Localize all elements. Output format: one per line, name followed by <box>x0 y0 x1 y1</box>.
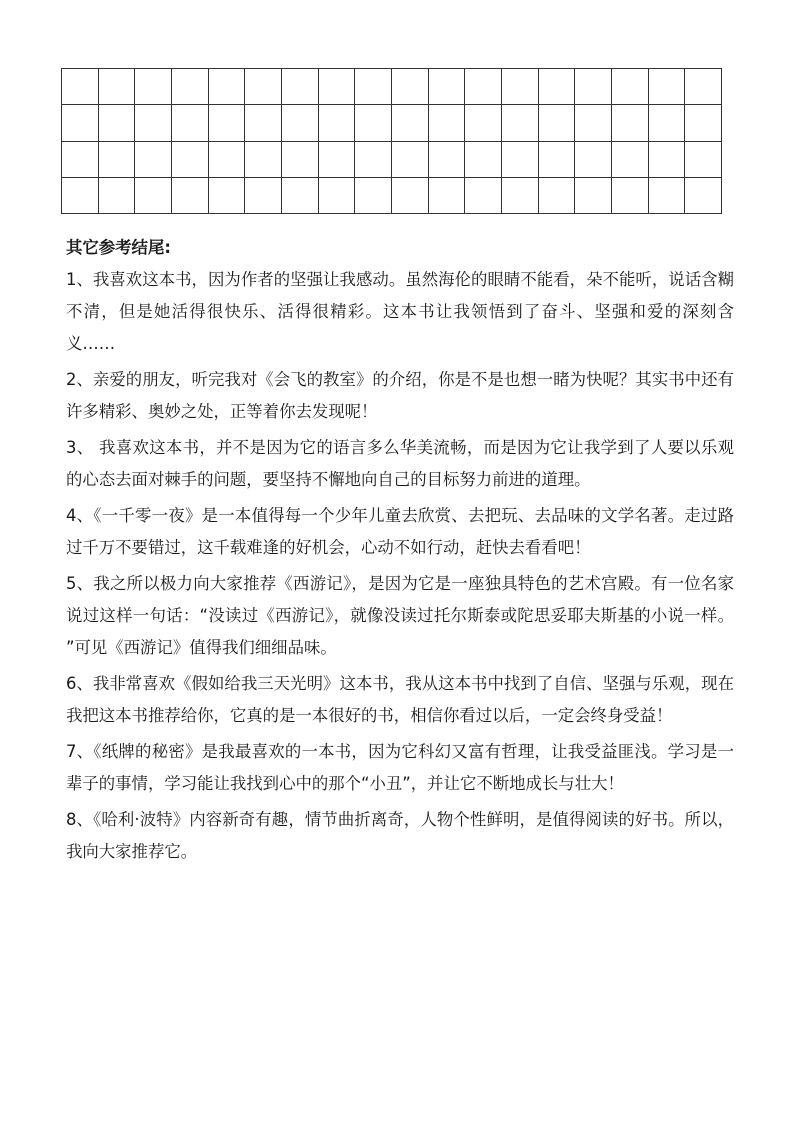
grid-cell <box>171 69 208 105</box>
grid-cell <box>318 141 355 177</box>
grid-cell <box>281 177 318 213</box>
ending-paragraph-5: 5、我之所以极力向大家推荐《西游记》，是因为它是一座独具特色的艺术宫殿。有一位名家说过这样一句话：“没读过《西游记》，就像没读过托尔斯泰或陀思妥耶夫斯基的小说一样。 ”可见《西游记》值得我们细细品味。 <box>66 574 734 657</box>
ending-paragraph-1: 1、我喜欢这本书，因为作者的坚强让我感动。虽然海伦的眼睛不能看，朵不能听，说话含糊不清，但是她活得很快乐、活得很精彩。这本书让我领悟到了奋斗、坚强和爱的深刻含义…… <box>66 270 734 353</box>
grid-cell <box>428 141 465 177</box>
grid-cell <box>391 141 428 177</box>
grid-cell <box>501 105 538 141</box>
grid-cell <box>355 177 392 213</box>
grid-cell <box>98 69 135 105</box>
grid-cell <box>648 141 685 177</box>
grid-cell <box>611 141 648 177</box>
grid-cell <box>648 69 685 105</box>
grid-cell <box>538 105 575 141</box>
grid-row <box>62 141 722 177</box>
grid-cell <box>685 177 722 213</box>
grid-cell <box>98 105 135 141</box>
section-heading: 其它参考结尾: <box>66 238 171 257</box>
grid-cell <box>391 69 428 105</box>
ending-paragraph-4: 4、《一千零一夜》是一本值得每一个少年儿童去欣赏、去把玩、去品味的文学名著。走过路过千万不要错过，这千载难逢的好机会，心动不如行动，赶快去看看吧！ <box>66 506 734 557</box>
grid-cell <box>355 69 392 105</box>
grid-cell <box>171 177 208 213</box>
reference-endings <box>66 232 734 872</box>
ending-paragraph-3: 3、 我喜欢这本书，并不是因为它的语言多么华美流畅，而是因为它让我学到了人要以乐观的心态去面对棘手的问题，要坚持不懈地向自己的目标努力前进的道理。 <box>66 438 734 489</box>
grid-cell <box>135 69 172 105</box>
grid-row <box>62 105 722 141</box>
grid-cell <box>575 141 612 177</box>
grid-cell <box>135 105 172 141</box>
grid-cell <box>62 141 99 177</box>
grid-cell <box>355 105 392 141</box>
grid-cell <box>501 69 538 105</box>
grid-cell <box>208 69 245 105</box>
grid-row <box>62 69 722 105</box>
grid-cell <box>575 69 612 105</box>
grid-cell <box>538 177 575 213</box>
grid-cell <box>98 177 135 213</box>
grid-cell <box>208 141 245 177</box>
grid-cell <box>648 105 685 141</box>
grid-cell <box>538 141 575 177</box>
grid-cell <box>245 105 282 141</box>
grid-cell <box>318 177 355 213</box>
grid-cell <box>318 105 355 141</box>
grid-cell <box>318 69 355 105</box>
grid-cell <box>428 69 465 105</box>
grid-cell <box>245 69 282 105</box>
grid-cell <box>465 177 502 213</box>
writing-grid-body <box>62 69 722 214</box>
grid-cell <box>465 69 502 105</box>
grid-cell <box>685 69 722 105</box>
grid-cell <box>575 177 612 213</box>
grid-cell <box>685 105 722 141</box>
grid-cell <box>501 141 538 177</box>
grid-cell <box>62 69 99 105</box>
grid-cell <box>391 105 428 141</box>
grid-cell <box>575 105 612 141</box>
grid-cell <box>245 141 282 177</box>
grid-cell <box>611 177 648 213</box>
grid-cell <box>611 69 648 105</box>
grid-cell <box>62 105 99 141</box>
ending-paragraph-2: 2、亲爱的朋友，听完我对《会飞的教室》的介绍，你是不是也想一睹为快呢？其实书中还有许多精彩、奥妙之处，正等着你去发现呢！ <box>66 370 734 421</box>
ending-paragraph-7: 7、《纸牌的秘密》是我最喜欢的一本书，因为它科幻又富有哲理，让我受益匪浅。学习是一辈子的事情，学习能让我找到心中的那个“小丑”，并让它不断地成长与壮大！ <box>66 742 734 793</box>
grid-cell <box>685 141 722 177</box>
grid-cell <box>501 177 538 213</box>
grid-cell <box>281 69 318 105</box>
grid-cell <box>428 177 465 213</box>
grid-cell <box>135 141 172 177</box>
grid-cell <box>391 177 428 213</box>
grid-cell <box>208 177 245 213</box>
grid-cell <box>171 105 208 141</box>
grid-cell <box>465 141 502 177</box>
grid-cell <box>355 141 392 177</box>
grid-cell <box>648 177 685 213</box>
grid-cell <box>245 177 282 213</box>
grid-cell <box>281 105 318 141</box>
writing-grid <box>61 68 722 214</box>
ending-paragraph-6: 6、我非常喜欢《假如给我三天光明》这本书，我从这本书中找到了自信、坚强与乐观，现在我把这本书推荐给你，它真的是一本很好的书，相信你看过以后，一定会终身受益！ <box>66 674 734 725</box>
ending-paragraph-8: 8、《哈利·波特》内容新奇有趣，情节曲折离奇，人物个性鲜明，是值得阅读的好书。所以，我向大家推荐它。 <box>66 810 734 861</box>
grid-row <box>62 177 722 213</box>
grid-cell <box>171 141 208 177</box>
grid-cell <box>62 177 99 213</box>
grid-cell <box>465 105 502 141</box>
grid-cell <box>538 69 575 105</box>
grid-cell <box>208 105 245 141</box>
grid-cell <box>281 141 318 177</box>
grid-cell <box>98 141 135 177</box>
grid-cell <box>611 105 648 141</box>
grid-cell <box>428 105 465 141</box>
grid-cell <box>135 177 172 213</box>
